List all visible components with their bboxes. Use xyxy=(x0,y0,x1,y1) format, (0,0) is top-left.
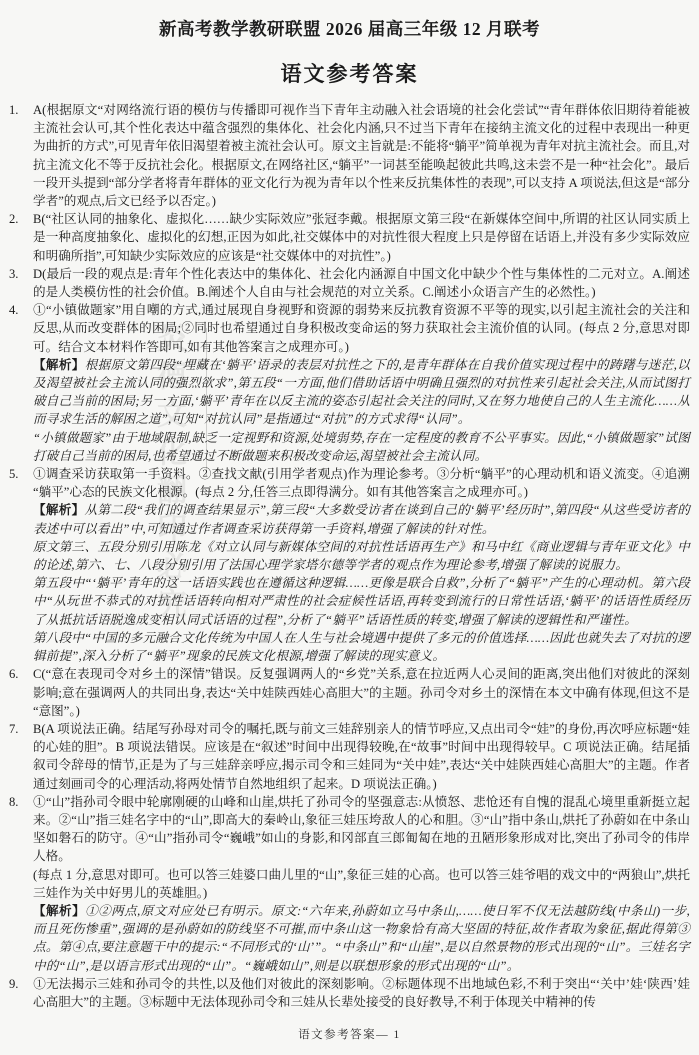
publisher-watermark: 炎德文化翻印必究 xyxy=(152,322,185,626)
answer-item-2 xyxy=(9,210,690,265)
answer-text: A(根据原文“对网络流行语的模仿与传播即可视作当下青年主动融入社会语境的社会化尝试”“青年群体依旧期待着能被主流社会认可,其个性化表达中蕴含强烈的集体化、社会化内涵,只不过当下青年在接纳主流文化的过程中表现出一种更为曲折的方式”,可见青年依旧渴望着被主流社会认可。原文主旨就是:不能将“躺平”简单视为青年对抗主流社会。而且,对抗主流文化不等于反抗社会化。根据原文,在网络社区,“躺平”一词甚至能唤起彼此共鸣,这未尝不是一种“社会化”。最后一段开头提到“部分学者将青年群体的亚文化行为视为青年以个性来反抗集体性的表现”,可以支持 A 项说法,但这是“部分学者”的观点,后文已经予以否定。) xyxy=(33,103,690,209)
item-number: 1. xyxy=(9,103,19,117)
page-footer-label: 语文参考答案— 1 xyxy=(298,1029,401,1041)
analysis-label: 【解析】 xyxy=(33,503,85,518)
answer-item-8 xyxy=(9,793,690,866)
exam-title: 新高考教学教研联盟 2026 届高三年级 12 月联考 xyxy=(159,19,540,39)
analysis-paragraph xyxy=(9,501,690,537)
analysis-text: 根据原文第四段“埋藏在‘躺平’语录的表层对抗性之下的,是青年群体在自我价值实现过程中的踌躇与迷茫,以及渴望被社会主流认同的强烈欲求”,第五段“一方面,他们借助话语中明确且强烈的对抗性来引起社会关注,从而试图打破自己当前的困局;另一方面,‘躺平’青年在以反主流的姿态引起社会关注的同时,又在努力地使自己的人生主流化……从而寻求生活的解困之道”,可知“对抗认同”是指通过“对抗”的方式求得“认同”。 xyxy=(33,357,690,427)
analysis-paragraph: 第八段中“中国的多元融合文化传统为中国人在人生与社会境遇中提供了多元的价值选择……因此也就失去了对抗的逻辑前提”,深入分析了“躺平”现象的民族文化根源,增强了解读的现实意义。 xyxy=(33,630,690,664)
analysis-label: 【解析】 xyxy=(33,903,86,918)
item-number: 5. xyxy=(9,467,19,482)
answer-item-4 xyxy=(9,301,690,356)
answer-item-1 xyxy=(9,101,690,210)
answer-text: ①无法揭示三娃和孙司令的共性,以及他们对彼此的深刻影响。②标题体现不出地域色彩,不利于突出“‘关中’娃‘陕西’娃心高胆大”的主题。③标题中无法体现孙司令和三娃从长辈处接受的良好教导,不利于体现关中精神的传 xyxy=(33,976,690,1009)
answer-text: C(“意在表现司令对乡土的深情”错误。反复强调两人的“乡党”关系,意在拉近两人心灵间的距离,突出他们对彼此的深刻影响;意在强调两人的共同出身,表达“关中娃陕西娃心高胆大”的主题。孙司令对乡土的深情在本文中确有体现,但这不是“意图”。) xyxy=(33,667,690,718)
answer-item-7 xyxy=(9,720,690,793)
analysis-paragraph: “小镇做题家”由于地域限制,缺乏一定视野和资源,处境弱势,存在一定程度的教育不公平事实。因此,“小镇做题家”试图打破自己当前的困局,也希望通过不断做题来积极改变命运,渴望被社会主流认同。 xyxy=(33,430,690,463)
analysis-label: 【解析】 xyxy=(33,357,85,372)
answer-item-6 xyxy=(9,665,690,720)
item-number: 3. xyxy=(9,266,19,281)
item-number: 7. xyxy=(9,721,19,736)
analysis-text: ①②两点,原文对应处已有明示。原文:“六年来,孙蔚如立马中条山,……使日军不仅无法越防线(中条山)一步,而且死伤惨重”,强调的是孙蔚如的防线坚不可摧,而中条山这一物象恰有高大坚固的特征,故作者取为象征,据此得第③点。第④点,要注意题干中的提示:“不同形式的‘山’”。“中条山”和“山崖”,是以自然景物的形式出现的“山”。三娃名字中的“山”,是以语言形式出现的“山”。“巍峨如山”,则是以联想形象的形式出现的“山”。 xyxy=(33,903,690,973)
item-number: 2. xyxy=(9,212,19,227)
item-number: 9. xyxy=(9,976,19,991)
item-number: 8. xyxy=(9,794,19,809)
item-number: 4. xyxy=(9,303,19,318)
analysis-paragraph: 原文第三、五段分别引用陈龙《对立认同与新媒体空间的对抗性话语再生产》和马中红《商业逻辑与青年亚文化》中的论述,第六、七、八段分别引用了法国心理学家塔尔德等学者的观点作为理论参考,增强了解读的说服力。 xyxy=(33,539,690,573)
scoring-note: (每点 1 分,意思对即可。也可以答三娃婆口曲儿里的“山”,象征三娃的心高。也可以答三娃爷唱的戏文中的“两狼山”,烘托三娃作为关中好男儿的英雄胆。) xyxy=(33,867,690,900)
answer-text: ①调查采访获取第一手资料。②查找文献(引用学者观点)作为理论参考。③分析“躺平”的心理动机和语义流变。④追溯“躺平”心态的民族文化根源。(每点 2 分,任答三点即得满分。如有其他答案言之成理亦可。) xyxy=(33,467,690,500)
analysis-paragraph xyxy=(9,356,690,429)
answer-text: ①“小镇做题家”用自嘲的方式,通过展现自身视野和资源的弱势来反抗教育资源不平等的现实,以引起主流社会的关注和反思,从而改变群体的困局;②同时也希望通过自身积极改变命运的努力获取社会主流价值的认同。(每点 2 分,意思对即可。结合文本材料作答即可,如有其他答案言之成理亦可。) xyxy=(33,303,690,354)
answer-item-5 xyxy=(9,465,690,501)
answer-text: ①“山”指孙司令眼中轮廓刚硬的山峰和山崖,烘托了孙司令的坚强意志:从愤怒、悲怆还有自愧的混乱心境里重新挺立起来。②“山”指三娃名字中的“山”,即高大的秦岭山,象征三娃压垮敌人的心和胆。③“山”指中条山,烘托了孙蔚如在中条山坚如磐石的防守。④“山”指孙司令“巍峨”如山的身影,和冈部直三郎匍匐在地的丑陋形象形成对比,突出了孙司令的伟岸人格。 xyxy=(33,794,690,864)
answers-body xyxy=(9,101,690,1011)
page-title: 语文参考答案 xyxy=(280,63,419,86)
analysis-text: 从第二段“我们的调查结果显示”,第三段“大多数受访者在谈到自己的‘躺平’经历时”,第四段“从这些受访者的表述中可以看出”中,可知通过作者调查采访获得第一手资料,增强了解读的针对性。 xyxy=(33,503,690,536)
answer-text: B(“社区认同的抽象化、虚拟化……缺少实际效应”张冠李戴。根据原文第三段“在新媒体空间中,所谓的社区认同实质上是一种高度抽象化、虚拟化的幻想,正因为如此,社交媒体中的对抗性很大程度上只是停留在话语上,并没有多少实际效应和明确所指”,可知缺少实际效应的应该是“社交媒体中的对抗性”。) xyxy=(33,212,690,263)
answer-item-3 xyxy=(9,265,690,301)
item-number: 6. xyxy=(9,667,19,682)
answer-item-9 xyxy=(9,975,690,1011)
scan-fold-artifact xyxy=(206,328,207,476)
analysis-paragraph: 第五段中“‘躺平’青年的这一话语实践也在遵循这种逻辑……更像是联合自救”,分析了“躺平”产生的心理动机。第六段中“从玩世不恭式的对抗性话语转向相对严肃性的社会症候性话语,再转变到流行的日常性话语,‘躺平’的话语性质经历了从抵抗话语脱逸成变相认同式话语的过程”,分析了“躺平”话语性质的转变,增强了解读的逻辑性和严谨性。 xyxy=(33,576,690,627)
answer-text: B(A 项说法正确。结尾写孙母对司令的嘱托,既与前文三娃辞别亲人的情节呼应,又点出司令“娃”的身份,再次呼应标题“娃的心娃的胆”。B 项说法错误。应该是在“叙述”时间中出现得较晚,在“故事”时间中出现得较早。C 项说法正确。结尾插叙司令辞母的情节,正是为了与三娃辞亲呼应,揭示司令和三娃同为“关中娃”,表达“关中娃陕西娃心高胆大”的主题。作者通过刻画司令的心理活动,将两处情节自然地组织了起来。D 项说法正确。) xyxy=(33,721,690,791)
analysis-paragraph xyxy=(9,902,690,975)
answer-text: D(最后一段的观点是:青年个性化表达中的集体化、社会化内涵源自中国文化中缺少个性与集体性的二元对立。A.阐述的是人类模仿性的社会价值。B.阐述个人自由与社会规范的对立关系。C.阐述小众语言产生的必然性。) xyxy=(33,266,690,300)
